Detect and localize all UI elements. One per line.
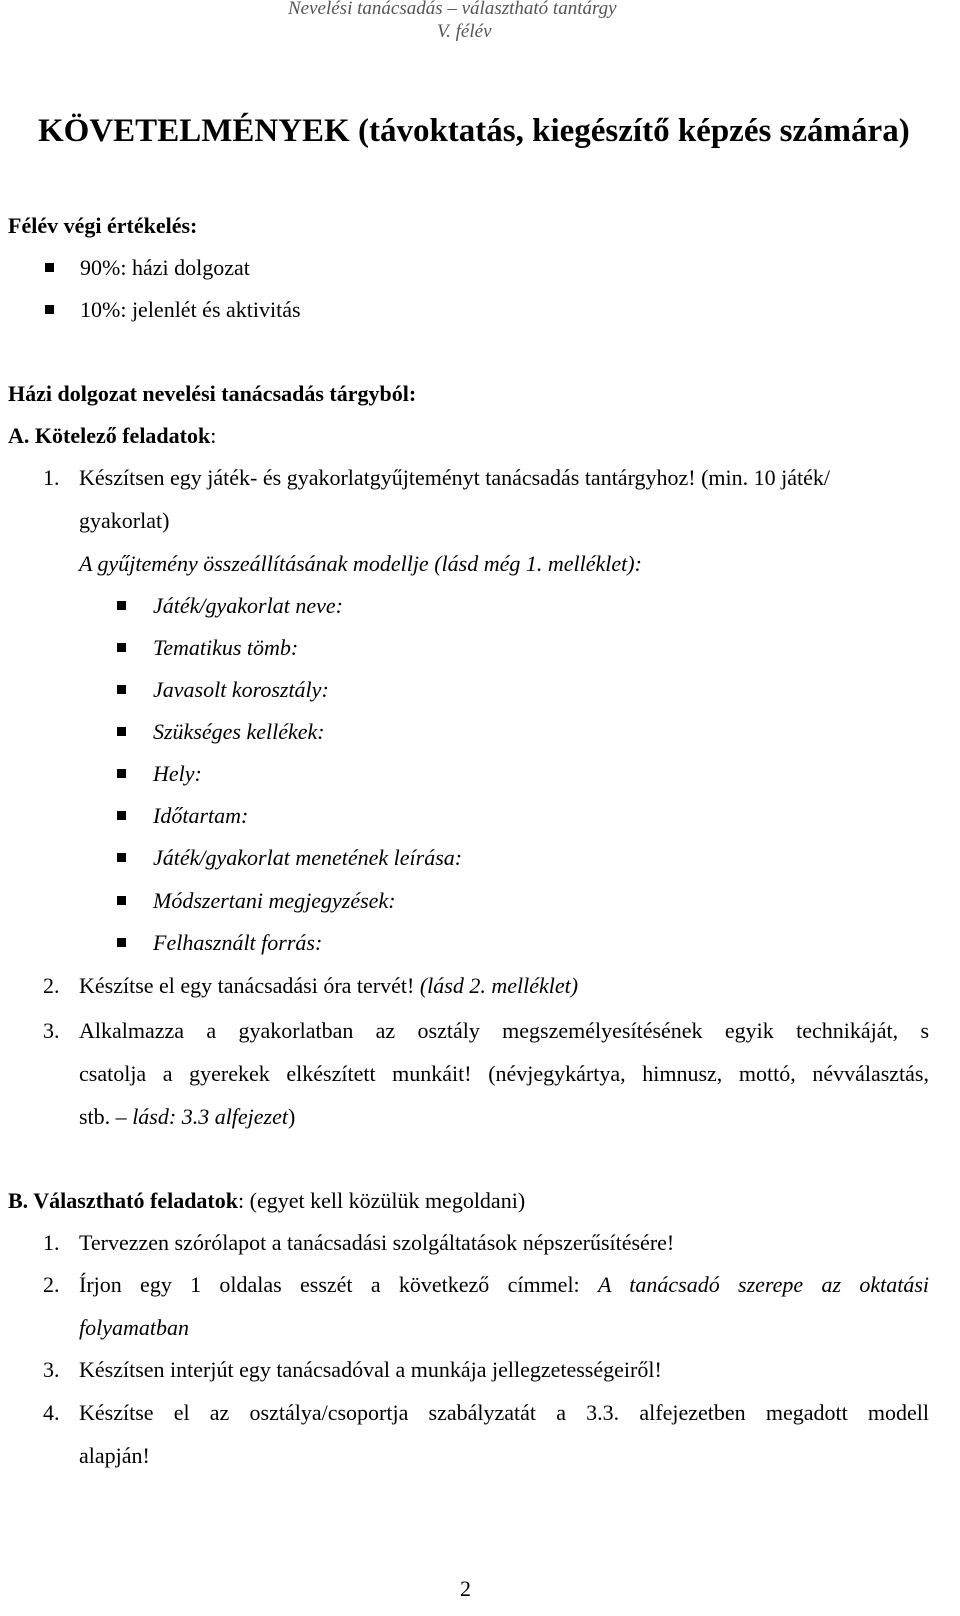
task-number: 3.	[43, 1018, 60, 1043]
bullet-icon	[117, 643, 126, 652]
page-title: KÖVETELMÉNYEK (távoktatás, kiegészítő képzés számára)	[38, 113, 910, 149]
section-a-heading	[8, 424, 216, 448]
bullet-icon	[117, 685, 126, 694]
field-item: Módszertani megjegyzések:	[153, 888, 396, 913]
task1-line1: Készítsen egy játék- és gyakorlatgyűjteményt tanácsadás tantárgyhoz! (min. 10 játék/	[79, 465, 831, 490]
b-task4-line2: alapján!	[79, 1443, 150, 1468]
task3-line3-c: )	[288, 1104, 296, 1129]
field-item: Hely:	[153, 761, 202, 786]
bullet-icon	[117, 601, 126, 610]
page-number: 2	[460, 1576, 471, 1601]
evaluation-heading: Félév végi értékelés:	[8, 213, 198, 238]
task3-line2: csatolja a gyerekek elkészített munkáit! (névjegykártya, himnusz, mottó, névválasztás,	[79, 1061, 929, 1086]
bullet-icon	[117, 938, 126, 947]
task-number: 1.	[43, 465, 60, 490]
b-task3-text: Készítsen interjút egy tanácsadóval a munkája jellegzetességeiről!	[79, 1357, 662, 1382]
bullet-icon	[117, 727, 126, 736]
section-b-heading	[8, 1189, 525, 1213]
field-item: Játék/gyakorlat neve:	[153, 593, 343, 618]
field-item: Játék/gyakorlat menetének leírása:	[153, 845, 463, 870]
task-number: 1.	[43, 1230, 60, 1255]
homework-heading: Házi dolgozat nevelési tanácsadás tárgyból:	[8, 381, 417, 406]
b-task1-text: Tervezzen szórólapot a tanácsadási szolgáltatások népszerűsítésére!	[79, 1230, 675, 1255]
field-item: Felhasznált forrás:	[153, 930, 323, 955]
task-number: 3.	[43, 1357, 60, 1382]
section-b-label: B. Választható feladatok	[8, 1188, 238, 1213]
task1-line2: gyakorlat)	[79, 508, 170, 533]
bullet-icon	[45, 263, 54, 272]
task3-line1: Alkalmazza a gyakorlatban az osztály megszemélyesítésének egyik technikáját, s	[79, 1018, 929, 1043]
task2-ref: (lásd 2. melléklet)	[419, 973, 579, 998]
bullet-icon	[117, 853, 126, 862]
task3-line3-a: stb. –	[79, 1104, 127, 1129]
evaluation-item: 90%: házi dolgozat	[80, 255, 250, 280]
task3-line3-b: lásd: 3.3 alfejezet	[132, 1104, 288, 1129]
task1-model: A gyűjtemény összeállításának modellje (lásd még 1. melléklet):	[79, 551, 642, 576]
section-a-label: A. Kötelező feladatok	[8, 423, 211, 448]
section-b-rest: : (egyet kell közülük megoldani)	[238, 1188, 526, 1213]
b-task4-line1: Készítse el az osztálya/csoportja szabályzatát a 3.3. alfejezetben megadott modell	[79, 1400, 929, 1425]
section-a-colon: :	[210, 423, 217, 448]
field-item: Időtartam:	[153, 803, 249, 828]
b-task2-line1	[79, 1273, 929, 1297]
task2-text	[79, 974, 578, 998]
field-item: Javasolt korosztály:	[153, 677, 329, 702]
task-number: 2.	[43, 1272, 60, 1297]
task-number: 4.	[43, 1400, 60, 1425]
task3-line3	[79, 1105, 295, 1129]
field-item: Tematikus tömb:	[153, 635, 299, 660]
bullet-icon	[117, 769, 126, 778]
bullet-icon	[117, 896, 126, 905]
field-item: Szükséges kellékek:	[153, 719, 325, 744]
b-task2-line1-a: Írjon egy 1 oldalas esszét a következő címmel:	[79, 1272, 580, 1297]
evaluation-item: 10%: jelenlét és aktivitás	[80, 297, 301, 322]
b-task2-line1-b: A tanácsadó szerepe az oktatási	[597, 1272, 929, 1297]
bullet-icon	[117, 811, 126, 820]
header-course-title: Nevelési tanácsadás – választható tantárgy	[288, 0, 617, 19]
header-semester: V. félév	[437, 21, 492, 42]
b-task2-line2: folyamatban	[79, 1315, 189, 1340]
bullet-icon	[45, 305, 54, 314]
task-number: 2.	[43, 973, 60, 998]
task2-main: Készítse el egy tanácsadási óra tervét!	[79, 973, 415, 998]
